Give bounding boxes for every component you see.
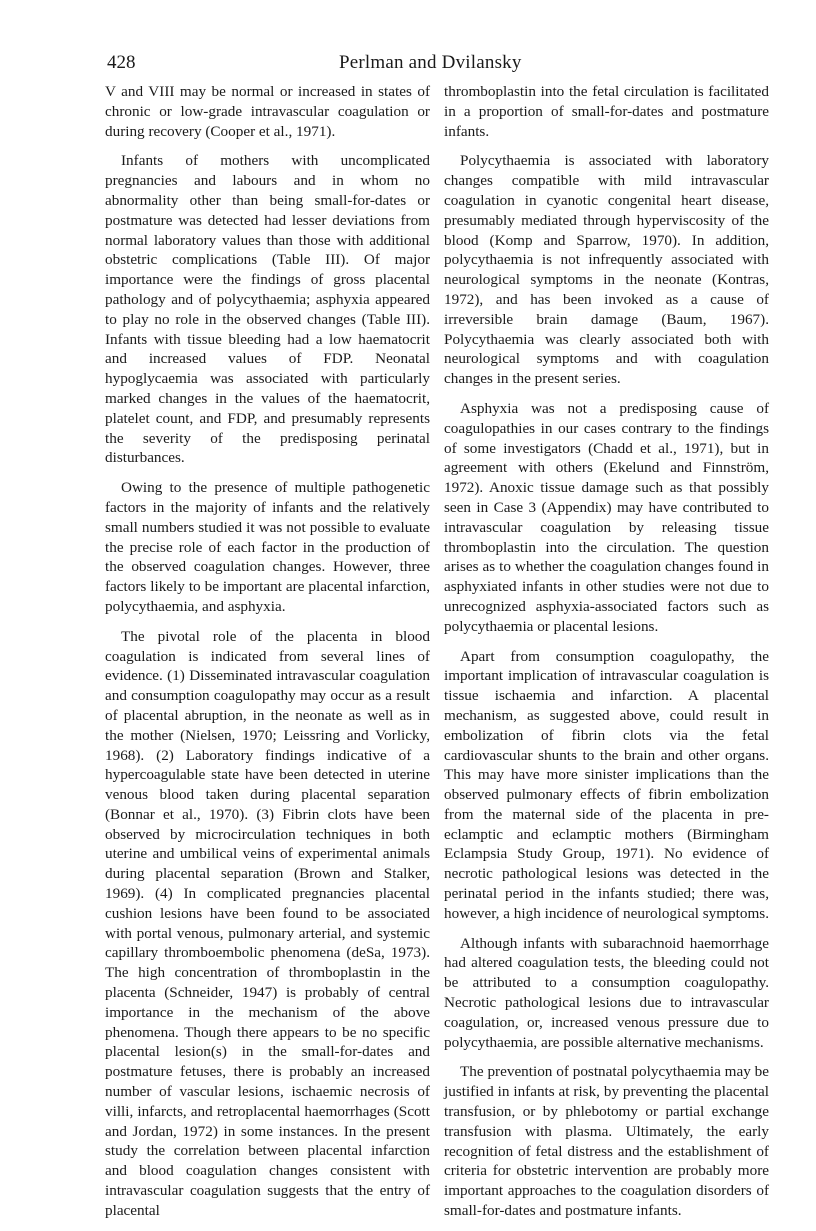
running-head [107, 52, 767, 76]
paragraph: Although infants with subarachnoid haemorrhage had altered coagulation tests, the bleeding could not be attributed to a consumption coagulopathy. Necrotic pathological lesions due to intravascular coagulation, or, increased venous pressure due to polycythaemia, are possible alternative mechanisms. [444, 934, 769, 1051]
paragraph: V and VIII may be normal or increased in states of chronic or low-grade intravascular coagulation or during recovery (Cooper et al., 1971). [105, 83, 430, 140]
running-title: Perlman and Dvilansky [339, 52, 522, 73]
left-column [105, 82, 430, 1231]
paragraph: The prevention of postnatal polycythaemia may be justified in infants at risk, by preventing the placental transfusion, or by phlebotomy or partial exchange transfusion with plasma. Ultimately, the early recognition of fetal distress and the establishment of criteria for obstetric intervention are probably more important approaches to the coagulation disorders of small-for-dates and postmature infants. [444, 1063, 769, 1220]
paragraph: Infants of mothers with uncomplicated pregnancies and labours and in whom no abnormality other than being small-for-dates or postmature was detected had lesser deviations from normal laboratory values than those with additional obstetric complications (Table III). Of major importance were the findings of gross placental pathology and of polycythaemia; asphyxia appeared to play no role in the observed changes (Table III). Infants with tissue bleeding had a low haematocrit and increased values of FDP. Neonatal hypoglycaemia was associated with particularly marked changes in the values of the haematocrit, platelet count, and FDP, and presumably represents the severity of the predisposing perinatal disturbances. [105, 152, 430, 467]
paragraph: Asphyxia was not a predisposing cause of coagulopathies in our cases contrary to the findings of some investigators (Chadd et al., 1971), but in agreement with others (Ekelund and Finnström, 1972). Anoxic tissue damage such as that possibly seen in Case 3 (Appendix) may have contributed to intravascular coagulation by releasing tissue thromboplastin into the circulation. The question arises as to whether the coagulation changes found in asphyxiated infants in other studies were not due to unrecognized asphyxia-associated factors such as polycythaemia or placental lesions. [444, 399, 769, 635]
paragraph: Apart from consumption coagulopathy, the important implication of intravascular coagulation is tissue ischaemia and infarction. A placental mechanism, as suggested above, could result in embolization of fibrin clots via the fetal cardiovascular shunts to the brain and other organs. This may have more sinister implications than the observed pulmonary effects of fibrin embolization from the maternal side of the placenta in pre-eclamptic and eclamptic mothers (Birmingham Eclampsia Study Group, 1971). No evidence of necrotic pathological lesions was detected in the perinatal period in the infants studied; there was, however, a high incidence of neurological symptoms. [444, 647, 769, 922]
page-number: 428 [107, 52, 136, 73]
right-column [444, 82, 769, 1231]
paragraph: The pivotal role of the placenta in blood coagulation is indicated from several lines of evidence. (1) Disseminated intravascular coagulation and consumption coagulopathy may occur as a result of placental abruption, in the neonate as well as in the mother (Nielsen, 1970; Leissring and Vorlicky, 1968). (2) Laboratory findings indicative of a hypercoagulable state have been detected in uterine venous blood taken during placental separation (Bonnar et al., 1970). (3) Fibrin clots have been observed by microcirculation techniques in both uterine and umbilical veins of experimental animals during placental separation (Brown and Stalker, 1969). (4) In complicated pregnancies placental cushion lesions have been found to be associated with portal venous, pulmonary arterial, and systemic capillary thromboembolic phenomena (deSa, 1973). The high concentration of thromboplastin in the placenta (Schneider, 1947) is probably of central importance in the mechanism of the above phenomena. Though there appears to be no specific placental lesion(s) in the small-for-dates and postmature fetuses, there is probably an increased number of vascular lesions, ischaemic necrosis of villi, infarcts, and retroplacental haemorrhages (Scott and Jordan, 1972) in some instances. In the present study the correlation between placental infarction and blood coagulation changes consistent with intravascular coagulation suggests that the entry of placental [105, 627, 430, 1219]
paragraph: Owing to the presence of multiple pathogenetic factors in the majority of infants and the relatively small numbers studied it was not possible to evaluate the precise role of each factor in the production of the observed coagulation changes. However, three factors likely to be important are placental infarction, polycythaemia, and asphyxia. [105, 479, 430, 615]
paragraph: thromboplastin into the fetal circulation is facilitated in a proportion of small-for-dates and postmature infants. [444, 83, 769, 140]
paragraph: Polycythaemia is associated with laboratory changes compatible with mild intravascular coagulation in cyanotic congenital heart disease, presumably mediated through hyperviscosity of the blood (Komp and Sparrow, 1970). In addition, polycythaemia is not infrequently associated with neurological symptoms in the neonate (Kontras, 1972), and has been invoked as a cause of irreversible brain damage (Baum, 1967). Polycythaemia was clearly associated both with neurological symptoms and with coagulation changes in the present series. [444, 152, 769, 388]
